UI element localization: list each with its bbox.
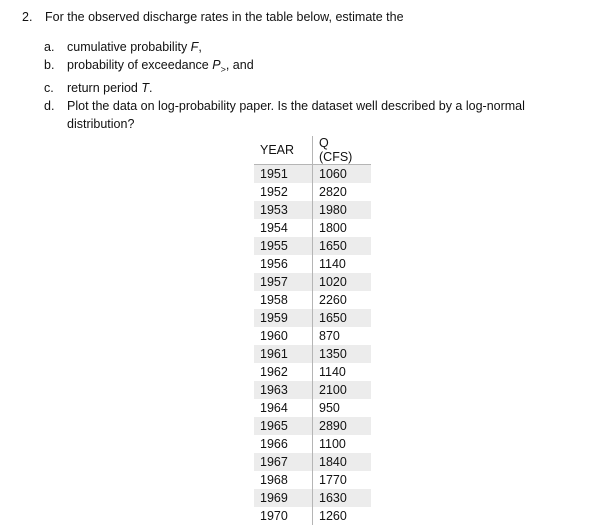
- year-cell: 1967: [254, 453, 313, 471]
- subitem-text: return period: [67, 81, 141, 95]
- discharge-cell: 1020: [313, 273, 372, 291]
- discharge-cell: 1650: [313, 237, 372, 255]
- year-cell: 1954: [254, 219, 313, 237]
- table-row: [254, 435, 371, 453]
- subitem-letter: d.: [44, 97, 54, 115]
- table-row: [254, 273, 371, 291]
- subitem-subscript: >: [221, 65, 226, 75]
- table-row: [254, 417, 371, 435]
- subitem-list: [44, 38, 525, 133]
- subitem-text: cumulative probability: [67, 40, 191, 54]
- subitem-tail: .: [149, 81, 152, 95]
- subitem-tail: , and: [226, 58, 254, 72]
- year-cell: 1955: [254, 237, 313, 255]
- table-row: [254, 453, 371, 471]
- subitem-text-line2: distribution?: [67, 115, 525, 133]
- discharge-cell: 2260: [313, 291, 372, 309]
- discharge-cell: 1100: [313, 435, 372, 453]
- year-cell: 1953: [254, 201, 313, 219]
- year-cell: 1951: [254, 165, 313, 184]
- table-row: [254, 219, 371, 237]
- table-row: [254, 165, 371, 184]
- discharge-cell: 1350: [313, 345, 372, 363]
- table-row: [254, 291, 371, 309]
- year-cell: 1952: [254, 183, 313, 201]
- subitem-tail: ,: [198, 40, 201, 54]
- year-cell: 1969: [254, 489, 313, 507]
- table-row: [254, 237, 371, 255]
- question-number: 2.: [22, 9, 45, 26]
- table-row: [254, 507, 371, 525]
- subitem-c: [44, 79, 525, 97]
- column-header-year: YEAR: [254, 136, 313, 165]
- discharge-cell: 870: [313, 327, 372, 345]
- discharge-cell: 1980: [313, 201, 372, 219]
- table-row: [254, 489, 371, 507]
- subitem-italic: F: [191, 40, 199, 54]
- discharge-cell: 1060: [313, 165, 372, 184]
- question-text: For the observed discharge rates in the table below, estimate the: [45, 10, 404, 24]
- year-cell: 1960: [254, 327, 313, 345]
- table-row: [254, 327, 371, 345]
- discharge-cell: 1650: [313, 309, 372, 327]
- year-cell: 1964: [254, 399, 313, 417]
- subitem-text-line1: Plot the data on log-probability paper. Is the dataset well described by a log-normal: [67, 97, 525, 115]
- table-row: [254, 471, 371, 489]
- discharge-cell: 2820: [313, 183, 372, 201]
- table-row: [254, 183, 371, 201]
- question-header: [22, 9, 404, 26]
- year-cell: 1970: [254, 507, 313, 525]
- discharge-table-wrapper: [254, 136, 371, 525]
- subitem-letter: b.: [44, 56, 54, 74]
- subitem-italic: T: [141, 81, 149, 95]
- table-row: [254, 363, 371, 381]
- subitem-letter: c.: [44, 79, 54, 97]
- discharge-cell: 1630: [313, 489, 372, 507]
- discharge-cell: 1140: [313, 255, 372, 273]
- discharge-cell: 1140: [313, 363, 372, 381]
- discharge-cell: 2890: [313, 417, 372, 435]
- table-body: [254, 165, 371, 525]
- year-cell: 1965: [254, 417, 313, 435]
- year-cell: 1958: [254, 291, 313, 309]
- table-row: [254, 345, 371, 363]
- year-cell: 1968: [254, 471, 313, 489]
- year-cell: 1966: [254, 435, 313, 453]
- year-cell: 1959: [254, 309, 313, 327]
- table-row: [254, 309, 371, 327]
- subitem-italic: P: [212, 58, 220, 72]
- subitem-b: [44, 56, 525, 79]
- discharge-cell: 950: [313, 399, 372, 417]
- subitem-letter: a.: [44, 38, 54, 56]
- discharge-cell: 1800: [313, 219, 372, 237]
- subitem-a: [44, 38, 525, 56]
- year-cell: 1957: [254, 273, 313, 291]
- year-cell: 1962: [254, 363, 313, 381]
- table-row: [254, 399, 371, 417]
- discharge-cell: 1840: [313, 453, 372, 471]
- discharge-table: [254, 136, 371, 525]
- discharge-cell: 1770: [313, 471, 372, 489]
- table-header-row: [254, 136, 371, 165]
- year-cell: 1963: [254, 381, 313, 399]
- discharge-cell: 2100: [313, 381, 372, 399]
- column-header-discharge: Q (CFS): [313, 136, 372, 165]
- year-cell: 1956: [254, 255, 313, 273]
- subitem-d: [44, 97, 525, 133]
- table-row: [254, 255, 371, 273]
- discharge-cell: 1260: [313, 507, 372, 525]
- table-row: [254, 201, 371, 219]
- subitem-text: probability of exceedance: [67, 58, 212, 72]
- year-cell: 1961: [254, 345, 313, 363]
- table-row: [254, 381, 371, 399]
